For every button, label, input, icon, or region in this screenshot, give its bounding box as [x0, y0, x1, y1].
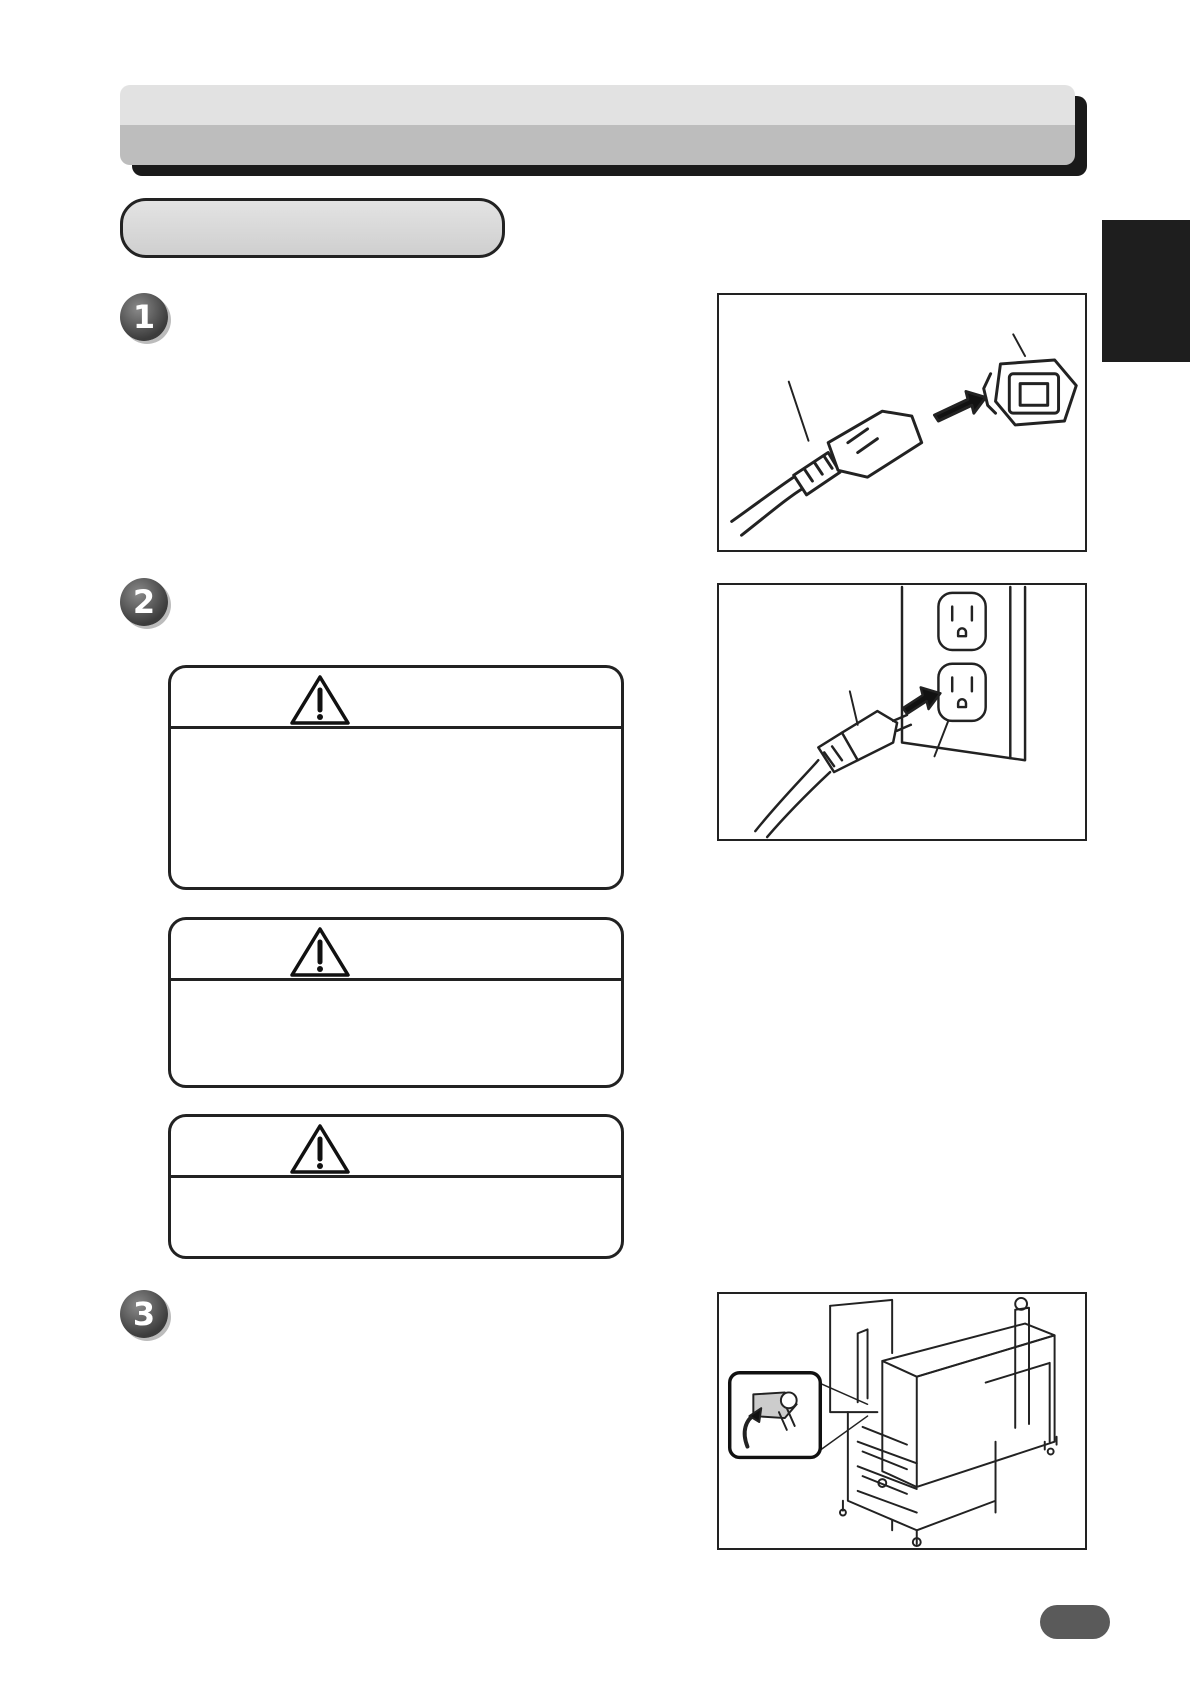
- step-2-number: 2: [120, 578, 168, 626]
- plug-to-wall-outlet-illustration: [719, 585, 1085, 839]
- warning-triangle-icon: [289, 674, 351, 726]
- step-3-number: 3: [120, 1290, 168, 1338]
- warning-header-1: [171, 668, 621, 729]
- figure-wall-outlet: [717, 583, 1087, 841]
- warning-triangle-icon: [289, 1123, 351, 1175]
- figure-power-cord-inlet: [717, 293, 1087, 552]
- chapter-side-tab: [1102, 220, 1190, 362]
- warning-box-1: [168, 665, 624, 890]
- machine-power-switch-illustration: [719, 1294, 1085, 1548]
- step-1-number: 1: [120, 293, 168, 341]
- page-number-badge: [1040, 1605, 1110, 1639]
- power-cord-to-inlet-illustration: [719, 295, 1085, 550]
- warning-box-2: [168, 917, 624, 1088]
- warning-header-2: [171, 920, 621, 981]
- warning-header-3: [171, 1117, 621, 1178]
- figure-machine-switch: [717, 1292, 1087, 1550]
- section-heading: [120, 198, 505, 258]
- warning-box-3: [168, 1114, 624, 1259]
- warning-triangle-icon: [289, 926, 351, 978]
- page-title-bar: [120, 85, 1075, 165]
